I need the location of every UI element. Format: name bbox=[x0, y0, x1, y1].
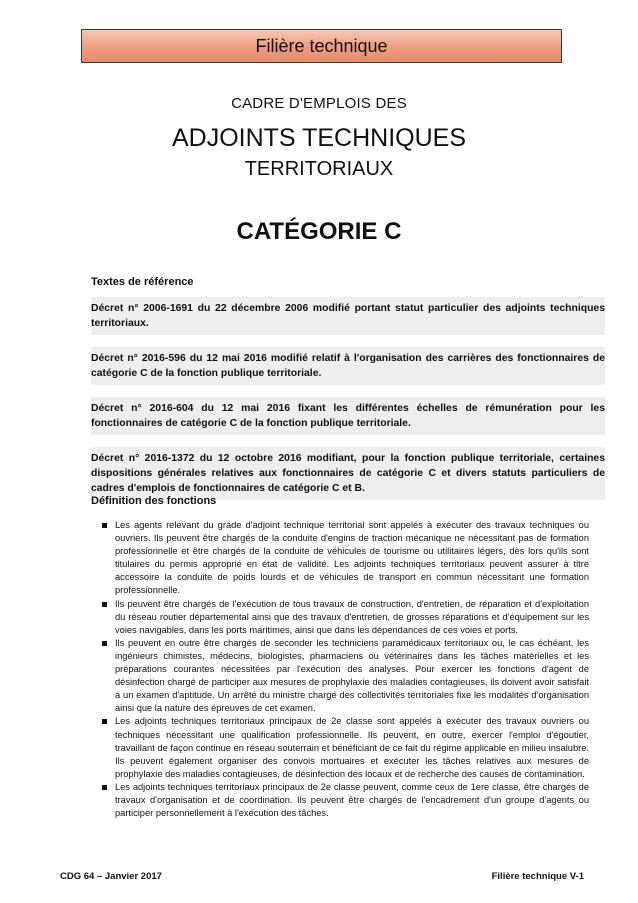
square-bullet-icon bbox=[102, 523, 107, 528]
list-item-text: Les adjoints techniques territoriaux principaux de 2e classe peuvent, comme ceux de 1ere classe, être chargés de travaux d'organisation et de coordination. Ils peuvent être chargés de l'encadrement d'un groupe d'agents ou participer personnellement à l'exécution des tâches. bbox=[115, 781, 589, 819]
footer-right: Filière technique V-1 bbox=[491, 871, 584, 882]
square-bullet-icon bbox=[102, 602, 107, 607]
list-item-text: Les adjoints techniques territoriaux principaux de 2e classe sont appelés à exécuter des travaux ouvriers ou techniques nécessitant une qualification professionnelle. Ils peuvent, en outre, exercer l'emploi d'égoutier, travaillant de façon continue en réseau souterrain et bénéficiant de ce fait du régime applicable en milieu insalubre. Ils peuvent également organiser des convois mortuaires et exécuter les tâches relatives aux mesures de prophylaxie des maladies contagieuses, de désinfection des locaux et de recherche des causes de contamination. bbox=[115, 716, 589, 779]
list-item-text: Ils peuvent en outre être chargés de seconder les techniciens paramédicaux territoriaux ou, le cas échéant, les ingénieurs chimistes, médecins, biologistes, pharmaciens ou vétérinaires dans les tâches matérielles et les préparations courantes nécessitées par l'exécution des analyses. Pour exercer les fonctions d'agent de désinfection chargé de participer aux mesures de prophylaxie des maladies contagieuses, ils doivent avoir satisfait à un examen d'aptitude. Un arrêté du ministre chargé des collectivités territoriales fixe les modalités d'organisation ainsi que la nature des épreuves de cet examen. bbox=[115, 637, 589, 714]
list-item bbox=[102, 715, 589, 780]
list-item bbox=[102, 598, 589, 637]
category-title: CATÉGORIE C bbox=[236, 218, 402, 245]
list-item-text: Les agents relevant du grade d'adjoint technique territorial sont appelés à exécuter des travaux techniques ou ouvriers. Ils peuvent être chargés de la conduite d'engins de traction mécanique ne nécessitant pas de formation professionnelle et être chargés de la conduite de véhicules de tourisme ou utilitaires légers, dès lors qu'ils sont titulaires du permis approprié en état de validité. Les adjoints techniques territoriaux peuvent assurer à titre accessoire la conduite de poids lourds et de véhicules de transport en commun nécessitant une formation professionnelle. bbox=[115, 520, 589, 596]
list-item bbox=[102, 781, 589, 820]
header-banner: Filière technique bbox=[81, 29, 562, 63]
functions-list bbox=[102, 519, 589, 820]
square-bullet-icon bbox=[102, 719, 107, 724]
functions-heading: Définition des fonctions bbox=[91, 495, 217, 507]
reference-item: Décret n° 2016-1372 du 12 octobre 2016 modifiant, pour la fonction publique territoriale, certaines dispositions générales relatives aux fonctionnaires de catégorie C et divers statuts particuliers de cadres d'emplois de fonctionnaires de catégorie C et B. bbox=[91, 447, 605, 500]
references-list bbox=[91, 297, 605, 500]
list-item-text: Ils peuvent être chargés de l'exécution de tous travaux de construction, d'entretien, de réparation et d'exploitation du réseau routier départemental ainsi que des travaux d'entretien, de grosses réparations et d'équipement sur les voies navigables, dans les ports maritimes, ainsi que dans les dépendances de ces voies et ports. bbox=[115, 598, 589, 635]
title-line-3: TERRITORIAUX bbox=[244, 158, 394, 180]
square-bullet-icon bbox=[102, 785, 107, 790]
list-item bbox=[102, 519, 589, 598]
title-line-2: ADJOINTS TECHNIQUES bbox=[171, 124, 467, 152]
footer-left: CDG 64 – Janvier 2017 bbox=[60, 871, 162, 882]
reference-item: Décret n° 2006-1691 du 22 décembre 2006 modifié portant statut particulier des adjoints techniques territoriaux. bbox=[91, 297, 605, 335]
reference-item: Décret n° 2016-596 du 12 mai 2016 modifié relatif à l'organisation des carrières des fonctionnaires de catégorie C de la fonction publique territoriale. bbox=[91, 347, 605, 385]
references-heading: Textes de référence bbox=[91, 276, 194, 288]
list-item bbox=[102, 637, 589, 716]
reference-item: Décret n° 2016-604 du 12 mai 2016 fixant les différentes échelles de rémunération pour les fonctionnaires de catégorie C de la fonction publique territoriale. bbox=[91, 397, 605, 435]
square-bullet-icon bbox=[102, 641, 107, 646]
title-line-1: CADRE D'EMPLOIS DES bbox=[231, 95, 407, 112]
